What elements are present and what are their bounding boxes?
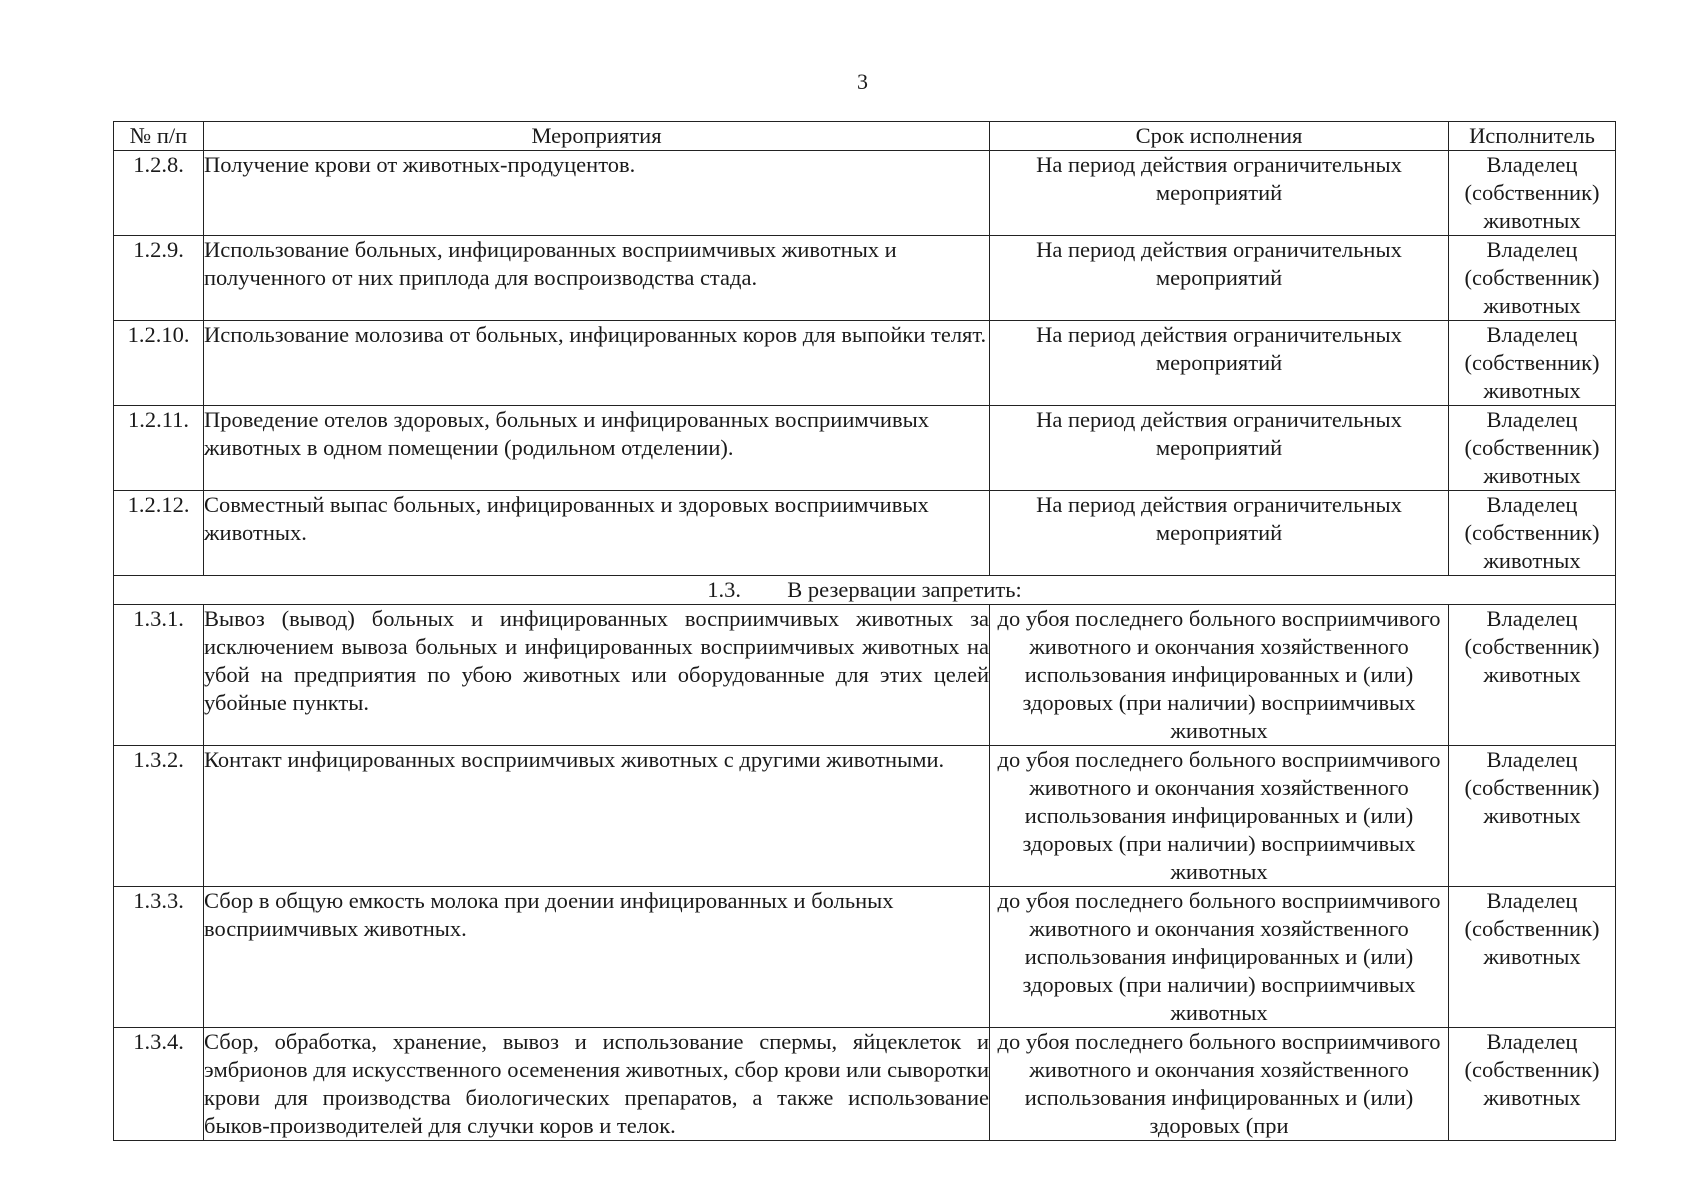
header-executor: Исполнитель: [1449, 122, 1616, 151]
row-number: 1.2.10.: [114, 321, 204, 406]
table-row: [114, 321, 1616, 406]
row-number: 1.2.9.: [114, 236, 204, 321]
row-deadline: до убоя последнего больного восприимчивого животного и окончания хозяйственного использования инфицированных и (или) здоровых (при наличии) восприимчивых животных: [990, 746, 1449, 887]
row-action: Использование молозива от больных, инфицированных коров для выпойки телят.: [204, 321, 990, 406]
row-deadline: На период действия ограничительных мероприятий: [990, 236, 1449, 321]
row-executor: Владелец (собственник) животных: [1449, 406, 1616, 491]
row-action: Проведение отелов здоровых, больных и инфицированных восприимчивых животных в одном помещении (родильном отделении).: [204, 406, 990, 491]
row-action: Получение крови от животных-продуцентов.: [204, 151, 990, 236]
row-number: 1.3.2.: [114, 746, 204, 887]
section-number: 1.3.: [707, 577, 742, 602]
measures-table: [113, 121, 1616, 1141]
row-executor: Владелец (собственник) животных: [1449, 1028, 1616, 1141]
table-header-row: [114, 122, 1616, 151]
table-row: [114, 1028, 1616, 1141]
row-deadline: до убоя последнего больного восприимчивого животного и окончания хозяйственного использования инфицированных и (или) здоровых (при: [990, 1028, 1449, 1141]
table-row: [114, 605, 1616, 746]
row-executor: Владелец (собственник) животных: [1449, 321, 1616, 406]
page-number: 3: [857, 69, 868, 94]
table-row: [114, 151, 1616, 236]
table-row: [114, 887, 1616, 1028]
row-executor: Владелец (собственник) животных: [1449, 605, 1616, 746]
header-deadline: Срок исполнения: [990, 122, 1449, 151]
row-deadline: На период действия ограничительных мероприятий: [990, 151, 1449, 236]
row-number: 1.2.12.: [114, 491, 204, 576]
row-deadline: На период действия ограничительных мероприятий: [990, 406, 1449, 491]
row-action: Сбор в общую емкость молока при доении инфицированных и больных восприимчивых животных.: [204, 887, 990, 1028]
row-action: Контакт инфицированных восприимчивых животных с другими животными.: [204, 746, 990, 887]
row-deadline: На период действия ограничительных мероприятий: [990, 321, 1449, 406]
section-title: В резервации запретить:: [787, 577, 1022, 602]
header-measures: Мероприятия: [204, 122, 990, 151]
row-action: Совместный выпас больных, инфицированных и здоровых восприимчивых животных.: [204, 491, 990, 576]
row-number: 1.3.4.: [114, 1028, 204, 1141]
row-action: Использование больных, инфицированных восприимчивых животных и полученного от них приплода для воспроизводства стада.: [204, 236, 990, 321]
row-executor: Владелец (собственник) животных: [1449, 491, 1616, 576]
table-row: [114, 406, 1616, 491]
header-number: № п/п: [114, 122, 204, 151]
row-action: Сбор, обработка, хранение, вывоз и использование спермы, яйцеклеток и эмбрионов для искусственного осеменения животных, сбор крови или сыворотки крови для производства биологических препаратов, а также использование быков-производителей для случки коров и телок.: [204, 1028, 990, 1141]
row-action: Вывоз (вывод) больных и инфицированных восприимчивых животных за исключением вывоза больных и инфицированных восприимчивых животных на убой на предприятия по убою животных или оборудованные для этих целей убойные пункты.: [204, 605, 990, 746]
row-executor: Владелец (собственник) животных: [1449, 236, 1616, 321]
row-executor: Владелец (собственник) животных: [1449, 151, 1616, 236]
row-number: 1.2.11.: [114, 406, 204, 491]
section-header-row: [114, 576, 1616, 605]
row-deadline: до убоя последнего больного восприимчивого животного и окончания хозяйственного использования инфицированных и (или) здоровых (при наличии) восприимчивых животных: [990, 887, 1449, 1028]
row-executor: Владелец (собственник) животных: [1449, 746, 1616, 887]
row-deadline: до убоя последнего больного восприимчивого животного и окончания хозяйственного использования инфицированных и (или) здоровых (при наличии) восприимчивых животных: [990, 605, 1449, 746]
row-executor: Владелец (собственник) животных: [1449, 887, 1616, 1028]
table-row: [114, 236, 1616, 321]
table-row: [114, 491, 1616, 576]
table-row: [114, 746, 1616, 887]
row-number: 1.3.3.: [114, 887, 204, 1028]
section-heading: [114, 576, 1616, 605]
row-number: 1.3.1.: [114, 605, 204, 746]
row-deadline: На период действия ограничительных мероприятий: [990, 491, 1449, 576]
row-number: 1.2.8.: [114, 151, 204, 236]
